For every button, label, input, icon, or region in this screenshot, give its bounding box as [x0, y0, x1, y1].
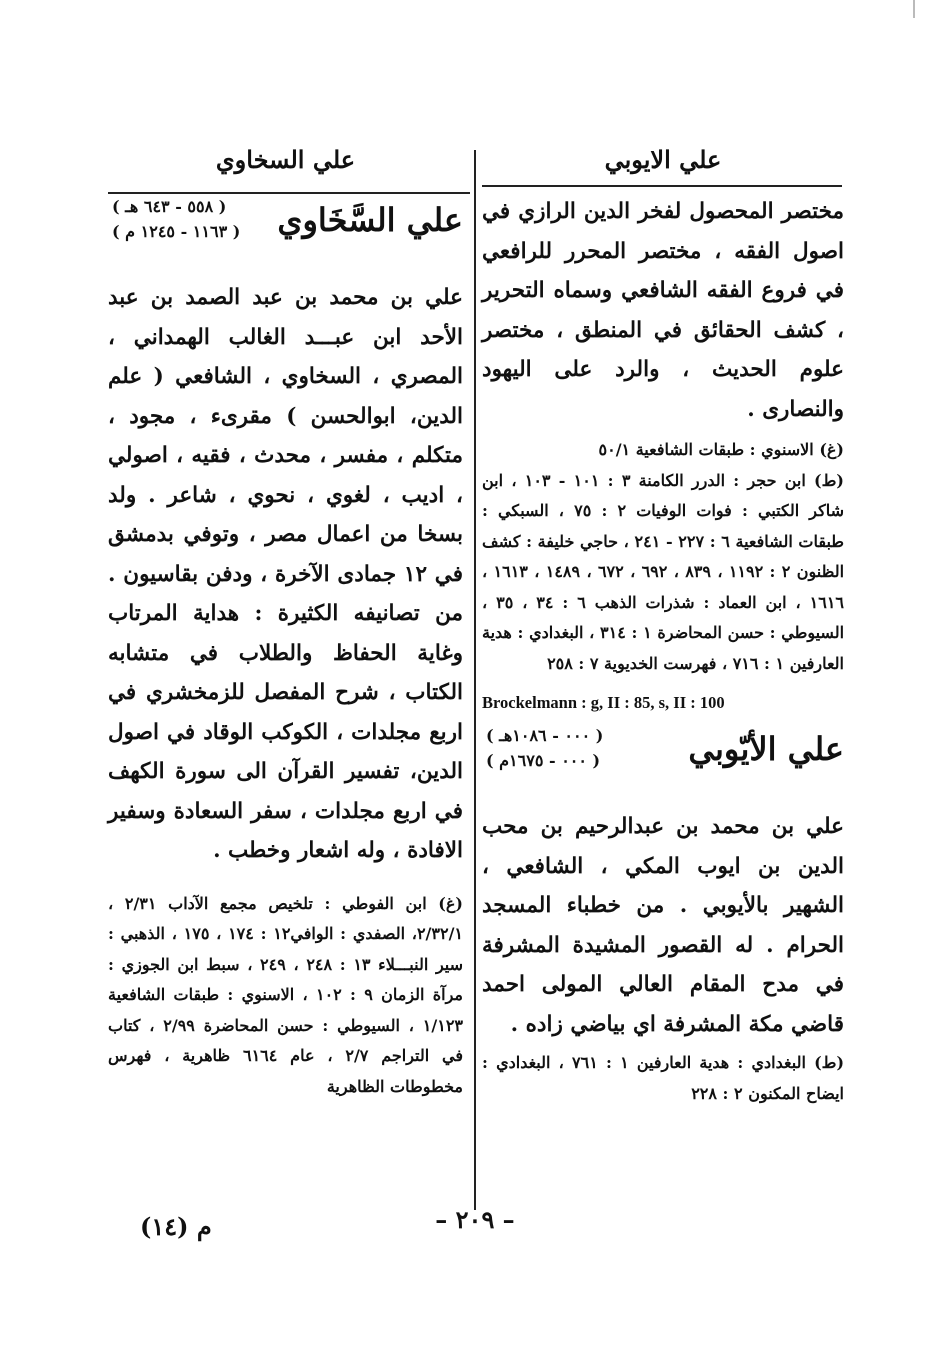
continued-entry-text: مختصر المحصول لفخر الدين الرازي في اصول الفقه ، مختصر المحرر للرافعي في فروع الفقه الشافعي وسماه التحرير ، كشف الحقائق في المنطق ، مختصر علوم الحديث ، والرد على اليهود والنصارى . [482, 199, 844, 422]
running-header-right: علي الايوبي [604, 145, 722, 174]
entry-dates [112, 194, 240, 244]
dates-hijri: ( ٥٥٨ - ٦٤٣ هـ ) [112, 197, 227, 216]
entry-references: (ط) البغدادي : هدية العارفين ١ : ٧٦١ ، البغدادي : ايضاح المكنون ٢ : ٢٢٨ [482, 1053, 845, 1103]
signature-mark: م (١٤) [140, 1212, 212, 1241]
column-divider [474, 150, 476, 1210]
entry-text: علي بن محمد بن عبدالرحيم بن محب الدين بن ايوب المكي ، الشافعي ، الشهير بالأيوبي . من خطباء المسجد الحرام . له القصور المشيدة المشرفة في مدح المقام العالي المولى احمد قاضي مكة المشرفة اي بياضي زاده . [482, 814, 844, 1037]
dates-gregorian: ( ٠٠٠ - ١٦٧٥م ) [486, 751, 601, 770]
entry-text: علي بن محمد بن عبد الصمد بن عبد الأحد ابن عبـــد الغالب الهمداني ، المصري ، السخاوي ، الشافعي ( علم الدين، ابوالحسن ) مقرىء ، مجود ، متكلم ، مفسر ، محدث ، فقيه ، اصولي ، اديب ، لغوي ، نحوي ، شاعر . ولد بسخا من اعمال مصر ، وتوفي بدمشق في ١٢ جمادى الآخرة ، ودفن بقاسيون . من تصانيفه الكثيرة : هداية المرتاب وغاية الحفاظ والطلاب في متشابه الكتاب ، شرح المفصل للزمخشري في اربع مجلدات ، الكوكب الوقاد في اصول الدين، تفسير القرآن الى سورة الكهف في اربع مجلدات ، سفر السعادة وسفير الافادة ، وله اشعار وخطب . [108, 285, 464, 863]
page-number: – ٢٠٩ – [435, 1205, 515, 1234]
entry-dates [486, 723, 603, 773]
entry-heading-ayyubi [482, 721, 844, 807]
running-header-left: علي السخاوي [215, 145, 356, 174]
scan-edge-mark [913, 0, 915, 18]
entry-references: (غ) ابن الفوطي : تلخيص مجمع الآداب ٢/٣١ ، ٢/٣٢/١، الصفدي : الوافي١٢ : ١٧٤ ، ١٧٥ ، الذهبي : سير النبـــلاء ١٣ : ٢٤٨ ، ٢٤٩ ، سبط ابن الجوزي : مرآة الزمان ٩ : ١٠٢ ، الاسنوي : طبقات الشافعية ١/١٢٣ ، السيوطي : حسن المحاضرة ٢/٩٩ ، كتاب في التراجم ٢/٧ ، عام ٦١٦٤ ظاهرية ، فهرس مخطوطات الظاهرية [108, 893, 464, 1096]
left-column [108, 138, 463, 1102]
spacer [108, 871, 463, 889]
brockelmann-reference: Brockelmann : g, II : 85, s, II : 100 [482, 693, 725, 712]
right-column [482, 138, 844, 1109]
entry-name: علي الأيّوبي [688, 730, 844, 768]
references-ghain: (غ) الاسنوي : طبقات الشافعية ٥٠/١ [598, 440, 844, 459]
entry-name: علي السَّخَاوي [277, 201, 463, 239]
entry-heading-sakhawi [108, 192, 463, 278]
dates-hijri: ( ٠٠٠ - ١٠٨٦هـ ) [486, 726, 604, 745]
dates-gregorian: ( ١١٦٣ - ١٢٤٥ م ) [112, 222, 241, 241]
references-taa: (ط) ابن حجر : الدرر الكامنة ٣ : ١٠١ - ١٠٣ ، ابن شاكر الكتبي : فوات الوفيات ٢ : ٧٥ ، السبكي : طبقات الشافعية ٦ : ٢٢٧ - ٢٤١ ، حاجي خليفة : كشف الظنون ٢ : ١١٩٢ ، ٨٣٩ ، ٦٩٢ ، ٦٧٢ ، ١٤٨٩ ، ١٦١٣ ، ١٦١٦ ، ابن العماد : شذرات الذهب ٦ : ٣٤ ، ٣٥ ، السيوطي : حسن المحاضرة ١ : ٣١٤ ، البغدادي : هدية العارفين ١ : ٧١٦ ، فهرست الخديوية ٧ : ٢٥٨ [482, 470, 845, 673]
